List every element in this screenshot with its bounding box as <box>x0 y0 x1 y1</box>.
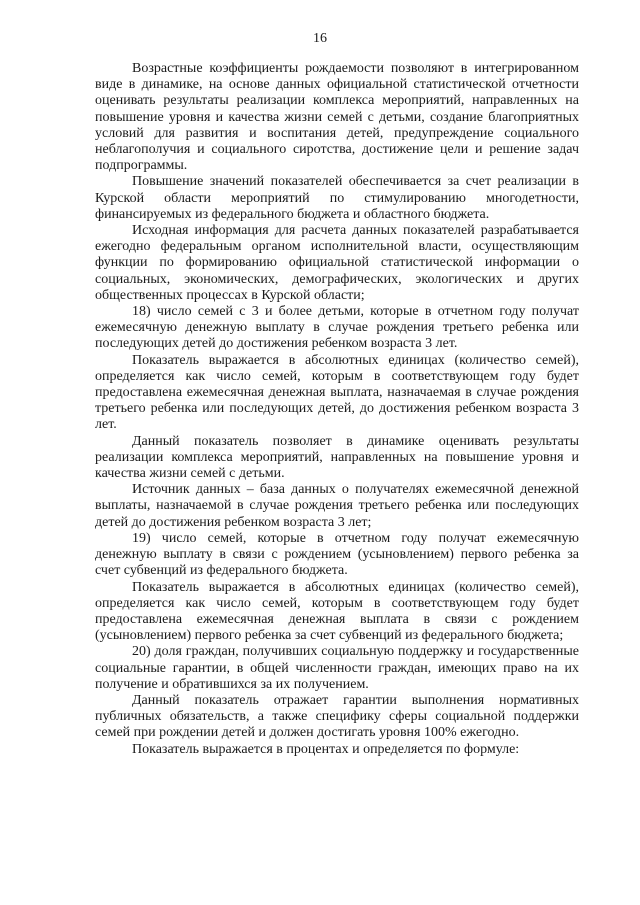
paragraph-item-19: 19) число семей, которые в отчетном году получат ежемесячную денежную выплату в связи с рождением (усыновлением) первого ребенка за счет субвенций из федерального бюджета. <box>95 530 579 579</box>
paragraph-source-information: Исходная информация для расчета данных показателей разрабатывается ежегодно федеральным органом исполнительной власти, осуществляющим функции по формированию официальной статистической информации о социальных, экономических, демографических, экологических и других общественных процессах в Курской области; <box>95 223 579 303</box>
paragraph-formula-intro: Показатель выражается в процентах и определяется по формуле: <box>132 741 520 757</box>
paragraph-guarantees: Данный показатель отражает гарантии выполнения нормативных публичных обязательств, а также специфику сферы социальной поддержки семей при рождении детей и должен достигать уровня 100% ежегодно. <box>95 692 579 741</box>
paragraph-birth-rate-coefficients: Возрастные коэффициенты рождаемости позволяют в интегрированном виде в динамике, на основе данных официальной статистической отчетности оценивать результаты реализации комплекса мероприятий, направленных на повышение уровня и качества жизни семей с детьми, создание благоприятных условий для развития и воспитания детей, предупреждение социального неблагополучия и социального сиротства, достижение цели и решение задач подпрограммы. <box>95 61 579 174</box>
paragraph-indicator-absolute-units-first-child: Показатель выражается в абсолютных единицах (количество семей), определяется как число семей, которым в соответствующем году будет предоставлена ежемесячная денежная выплата в связи с рождением (усыновлением) первого ребенка за счет субвенций из федерального бюджета; <box>95 579 579 644</box>
paragraph-indicator-growth: Повышение значений показателей обеспечивается за счет реализации в Курской области мероприятий по стимулированию многодетности, финансируемых из федерального бюджета и областного бюджета. <box>95 174 579 222</box>
paragraph-data-source: Источник данных – база данных о получателях ежемесячной денежной выплаты, назначаемой в случае рождения третьего ребенка или последующих детей до достижения ребенком возраста 3 лет; <box>95 482 579 530</box>
paragraph-indicator-dynamics: Данный показатель позволяет в динамике оценивать результаты реализации комплекса мероприятий, направленных на повышение уровня и качества жизни семей с детьми. <box>95 433 579 482</box>
paragraph-item-20: 20) доля граждан, получивших социальную поддержку и государственные социальные гарантии, в общей численности граждан, имеющих право на их получение и обратившихся за их получением. <box>95 644 579 692</box>
paragraph-indicator-absolute-units: Показатель выражается в абсолютных единицах (количество семей), определяется как число семей, которым в соответствующем году будет предоставлена ежемесячная денежная выплата, назначаемая в случае рождения третьего ребенка или последующих детей, до достижения ребенком возраста 3 лет. <box>95 352 579 433</box>
page-number: 16 <box>313 31 327 46</box>
paragraph-item-18: 18) число семей с 3 и более детьми, которые в отчетном году получат ежемесячную денежную выплату в случае рождения третьего ребенка или последующих детей до достижения ребенком возраста 3 лет. <box>95 304 579 352</box>
document-body <box>95 61 579 758</box>
